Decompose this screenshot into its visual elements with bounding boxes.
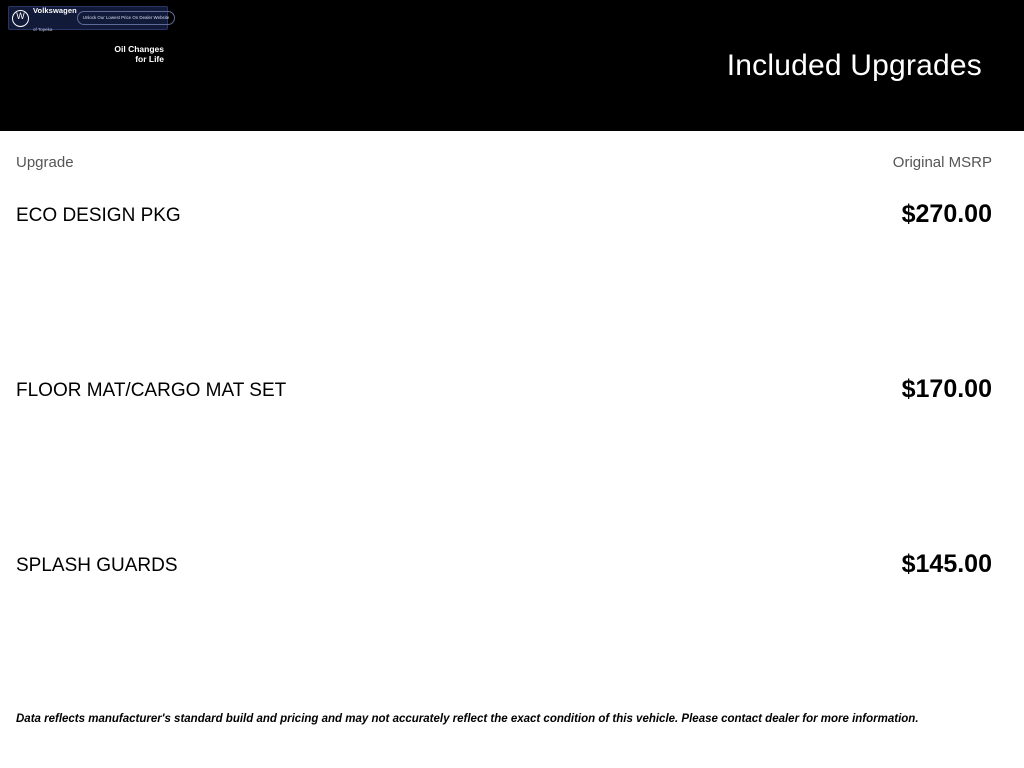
upgrade-name: ECO DESIGN PKG [16, 205, 181, 226]
oil-changes-tagline [8, 44, 168, 64]
upgrades-list [0, 193, 1024, 718]
table-column-headers [0, 131, 1024, 193]
unlock-price-button[interactable]: Unlock Our Lowest Price On Dealer Website [77, 11, 176, 25]
dealer-branding [8, 6, 168, 64]
upgrade-name: SPLASH GUARDS [16, 555, 178, 576]
column-header-upgrade: Upgrade [16, 153, 74, 171]
table-row [0, 368, 1024, 543]
oil-changes-tagline-line1: Oil Changes [114, 44, 164, 54]
page-header [0, 0, 1024, 131]
dealer-name-block [33, 0, 77, 36]
dealer-location: of Topeka [33, 27, 53, 32]
oil-changes-tagline-line2: for Life [135, 54, 164, 64]
upgrade-price: $170.00 [901, 375, 992, 403]
upgrade-price: $145.00 [901, 550, 992, 578]
upgrade-price: $270.00 [901, 200, 992, 228]
table-row [0, 193, 1024, 368]
disclaimer-text: Data reflects manufacturer's standard build and pricing and may not accurately reflect the exact condition of this vehicle. Please contact dealer for more information. [16, 713, 919, 725]
volkswagen-logo-icon [12, 10, 29, 27]
dealer-banner[interactable] [8, 6, 168, 30]
upgrade-name: FLOOR MAT/CARGO MAT SET [16, 380, 287, 401]
column-header-msrp: Original MSRP [892, 153, 992, 171]
table-row [0, 543, 1024, 718]
page-title: Included Upgrades [726, 48, 982, 82]
dealer-name: Volkswagen [33, 6, 77, 15]
